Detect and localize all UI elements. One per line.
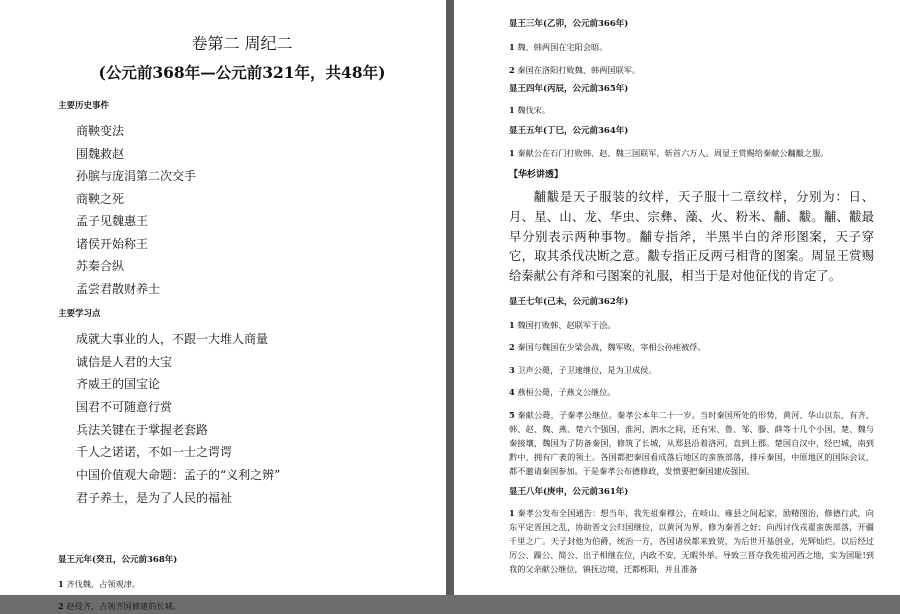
list-item: 围魏救赵 (76, 146, 125, 161)
entry-number: 5 (509, 409, 515, 420)
list-item: 诚信是人君的大宝 (76, 354, 173, 369)
entry (509, 103, 874, 118)
right-page (454, 0, 900, 595)
list-item: 商鞅之死 (76, 191, 125, 206)
entry-number: 2 (509, 342, 515, 353)
entry-number: 2 (509, 64, 515, 75)
entry-text: 魏伐宋。 (517, 105, 551, 115)
list-item: 商鞅变法 (76, 124, 125, 138)
points-list (76, 328, 426, 510)
list-item: 成就大事业的人，不跟一大堆人商量 (76, 332, 269, 346)
entry-text: 燕桓公薨，子燕文公继位。 (517, 387, 616, 398)
entry-number: 3 (509, 364, 515, 375)
left-page (0, 0, 446, 611)
year-heading: 显王三年(乙卯，公元前366年) (509, 19, 629, 29)
year-heading: 显王八年(庚申，公元前361年) (509, 486, 629, 497)
entry-number: 2 (58, 601, 64, 611)
list-item: 千人之诺诺，不如一士之谔谔 (76, 445, 233, 460)
points-heading: 主要学习点 (58, 309, 101, 319)
events-list (76, 120, 426, 300)
list-item: 孟子见魏惠王 (76, 214, 149, 228)
list-item: 苏秦合纵 (76, 259, 125, 273)
list-item: 国君不可随意行赏 (76, 400, 173, 415)
entry (509, 506, 874, 576)
list-item: 齐威王的国宝论 (76, 377, 161, 392)
entry-number: 1 (509, 105, 515, 115)
entry-number: 1 (509, 507, 515, 518)
entry-text: 秦国与魏国在少梁会战，魏军败，宰相公孙痤被俘。 (517, 342, 706, 353)
entry-text: 秦献公薨，子秦孝公继位。秦孝公本年二十一岁。当时秦国所处的形势，黄河、华山以东，有齐、韩、赵、魏、燕、楚六个强国，淮河、泗水之间，还有宋、鲁、邹、滕、薛等十几个小国，楚、魏与秦接壤，魏国为了防备秦国，修筑了长城，从郑县沿着洛河，直到上郡。楚国自汉中，经巴城，南到黔中，拥有广袤的领土。各国都把秦国看成落后地区的蛮族部落，排斥秦国，中原地区的国际会议，都不邀请秦国参加。于是秦孝公布德修政，发愤要把秦国建成强国。 (509, 409, 874, 476)
commentary-heading: 【华杉讲透】 (509, 170, 564, 180)
entry-number: 1 (509, 147, 515, 158)
page-gutter (446, 0, 454, 595)
list-item: 孟尝君散财养士 (76, 281, 161, 296)
year-heading: 显王元年(癸丑，公元前368年) (58, 554, 178, 565)
entry-text: 秦国在洛阳打败魏、韩两国联军。 (517, 64, 641, 75)
entry-text: 秦献公在石门打败韩、赵、魏三国联军，斩首六万人。周显王赏赐给秦献公黼黻之服。 (517, 147, 829, 158)
entry (509, 318, 874, 333)
entry-text: 卫声公薨，子卫速继位，是为卫成侯。 (517, 364, 657, 375)
year-heading: 显王五年(丁巳，公元前364年) (509, 125, 629, 136)
entry-number: 1 (509, 319, 515, 330)
entry (509, 146, 874, 161)
entry (509, 63, 874, 78)
entry (509, 408, 874, 478)
entry (509, 385, 874, 400)
chapter-subtitle: (公元前368年—公元前321年，共48年) (98, 63, 386, 82)
entry (509, 40, 874, 55)
entry-text: 赵侵齐，占领齐国修建的长城。 (66, 601, 181, 611)
commentary-text: 黼黻是天子服装的纹样，天子服十二章纹样，分别为：日、月、星、山、龙、华虫、宗彝、藻、火、粉米、黼、黻。黼、黻最早分别表示两种事物。黼专指斧，半黑半白的斧形图案，天子穿它，取其杀伐决断之意。黻专指正反两弓相背的图案。周显王赏赐给秦献公有斧和弓图案的礼服，相当于是对他征伐的肯定了。 (509, 190, 874, 284)
entry (509, 340, 874, 355)
chapter-title: 卷第二 周纪二 (191, 34, 293, 53)
entry-text: 魏国打败韩、赵联军于浍。 (517, 319, 616, 330)
entry-number: 1 (58, 578, 64, 589)
year-heading: 显王七年(己未，公元前362年) (509, 296, 629, 307)
entry (58, 599, 426, 614)
year-heading: 显王四年(丙辰，公元前365年) (509, 84, 629, 94)
list-item: 诸侯开始称王 (76, 236, 149, 251)
events-heading: 主要历史事件 (58, 101, 110, 111)
list-item: 孙膑与庞涓第二次交手 (76, 169, 197, 183)
list-item: 君子养士，是为了人民的福祉 (76, 490, 233, 505)
entry (58, 577, 426, 592)
entry-text: 齐伐魏，占领观津。 (66, 578, 141, 589)
entry (509, 363, 874, 378)
entry-number: 4 (509, 387, 515, 398)
list-item: 兵法关键在于掌握老套路 (76, 422, 209, 437)
list-item: 中国价值观大命题：孟子的“义利之辨” (76, 468, 281, 483)
entry-text: 秦孝公发布全国通告：想当年，我先祖秦穆公，在岐山、雍县之间起家，励精图治，修德行武，向东平定晋国之乱，协助晋文公归国继位，以黄河为界，修为秦晋之好；向西讨伐戎翟蛮族部落，开疆千里之广。天子封他为伯爵，统治一方，各国诸侯都来致贺，为后世开基创业，光辉灿烂。以后经过厉公、躁公、简公、出子相继在位，内政不安，无暇外举。导致三晋夺我先祖河西之地，实为国耻!到我的父亲献公继位，镇抚边境，迁都栎阳，并且准备 (509, 507, 874, 574)
entry-text: 魏、韩两国在宅阳会晤。 (517, 42, 608, 52)
entry-number: 1 (509, 42, 515, 52)
